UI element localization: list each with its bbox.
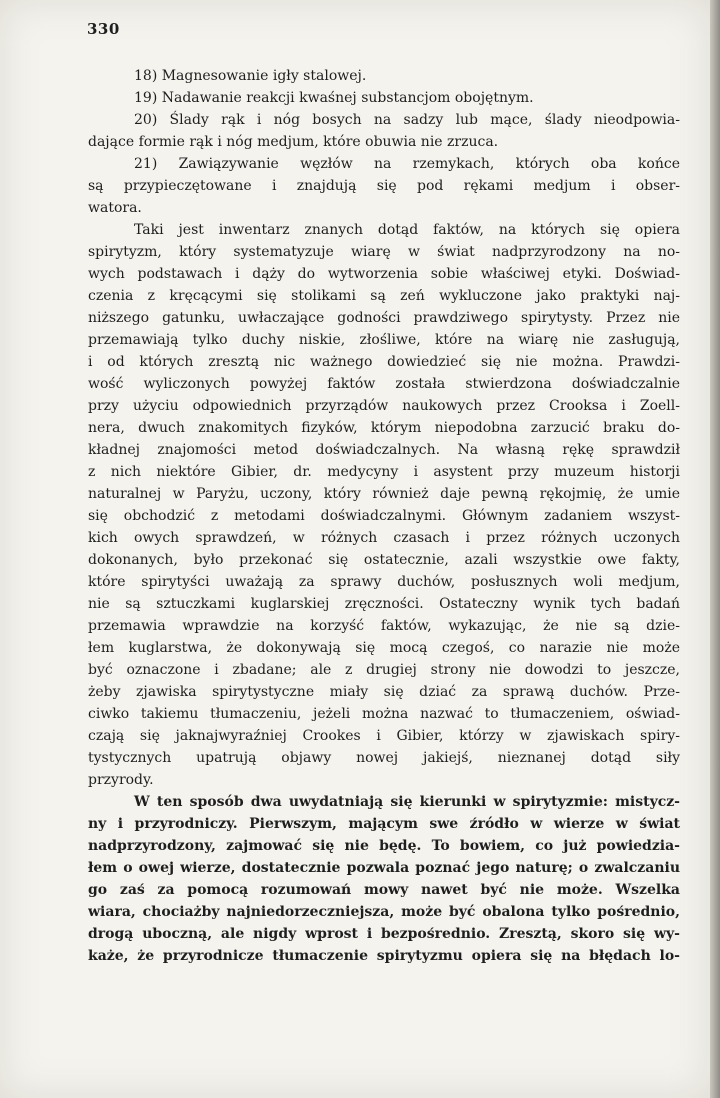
text-line: łem o owej wierze, dostatecznie pozwala poznać jego naturę; o zwalczaniu — [88, 860, 680, 876]
text-line: watora. — [88, 200, 142, 216]
body-text — [88, 65, 680, 967]
text-line: spirytyzm, który systematyzuje wiarę w świat nadprzyrodzony na no- — [88, 244, 680, 260]
text-line: każe, że przyrodnicze tłumaczenie spirytyzmu opiera się na błędach lo- — [88, 948, 680, 964]
text-line: ny i przyrodniczy. Pierwszym, mającym swe źródło w wierze w świat — [88, 816, 680, 832]
text-line: które spirytyści uważają za sprawy duchów, posłusznych woli medjum, — [88, 574, 680, 590]
text-line: W ten sposób dwa uwydatniają się kierunki w spirytyzmie: mistycz- — [134, 794, 680, 810]
text-line: dające formie rąk i nóg medjum, które obuwia nie zrzuca. — [88, 134, 499, 150]
text-line: czenia z kręcącymi się stolikami są zeń wykluczone jako praktyki naj- — [88, 288, 680, 304]
text-line: naturalnej w Paryżu, uczony, który również daje pewną rękojmię, że umie — [88, 486, 680, 502]
text-line: przy użyciu odpowiednich przyrządów naukowych przez Crooksa i Zoell- — [88, 398, 680, 414]
text-line: łem kuglarstwa, że dokonywają się mocą czegoś, co narazie nie może — [88, 640, 680, 656]
text-line: Taki jest inwentarz znanych dotąd faktów, na których się opiera — [134, 222, 680, 238]
text-line: wość wyliczonych powyżej faktów została stwierdzona doświadczalnie — [88, 376, 680, 392]
text-line: nadprzyrodzony, zajmować się nie będę. To bowiem, co już powiedzia- — [88, 838, 680, 854]
text-line: ciwko takiemu tłumaczeniu, jeżeli można nazwać to tłumaczeniem, oświad- — [88, 706, 680, 722]
text-line: drogą uboczną, ale nigdy wprost i bezpośrednio. Zresztą, skoro się wy- — [88, 926, 680, 942]
text-line: kich owych sprawdzeń, w różnych czasach i przez różnych uczonych — [88, 530, 680, 546]
text-line: 19) Nadawanie reakcji kwaśnej substancjom obojętnym. — [134, 90, 534, 106]
text-line: kładnej znajomości metod doświadczalnych. Na własną rękę sprawdził — [88, 442, 680, 458]
text-line: 20) Ślady rąk i nóg bosych na sadzy lub mące, ślady nieodpowia- — [134, 112, 680, 128]
text-line: przyrody. — [88, 772, 154, 788]
text-line: i od których zresztą nic ważnego dowiedzieć się nie można. Prawdzi- — [88, 354, 680, 370]
page-number: 330 — [87, 20, 120, 38]
text-line: 18) Magnesowanie igły stalowej. — [134, 68, 367, 84]
text-line: nie są sztuczkami kuglarskiej zręczności. Ostateczny wynik tych badań — [88, 596, 680, 612]
page-edge-shadow — [710, 0, 720, 1098]
text-line: się obchodzić z metodami doświadczalnymi. Głównym zadaniem wszyst- — [88, 508, 680, 524]
text-line: przemawia wprawdzie na korzyść faktów, wykazując, że nie są dzie- — [88, 618, 680, 634]
text-line: tystycznych upatrują objawy nowej jakiejś, nieznanej dotąd siły — [88, 750, 680, 766]
text-line: nera, dwuch znakomitych fizyków, którym niepodobna zarzucić braku do- — [88, 420, 680, 436]
text-line: dokonanych, było przekonać się ostatecznie, azali wszystkie owe fakty, — [88, 552, 680, 568]
text-line: 21) Zawiązywanie węzłów na rzemykach, których oba końce — [134, 156, 680, 172]
text-line: być oznaczone i zbadane; ale z drugiej strony nie dowodzi to jeszcze, — [88, 662, 680, 678]
text-line: są przypieczętowane i znajdują się pod rękami medjum i obser- — [88, 178, 680, 194]
text-line: wiara, chociażby najniedorzeczniejsza, może być obalona tylko pośrednio, — [88, 904, 680, 920]
text-line: przemawiają tylko duchy niskie, złośliwe, które na wiarę nie zasługują, — [88, 332, 680, 348]
text-line: wych podstawach i dąży do wytworzenia sobie właściwej etyki. Doświad- — [88, 266, 680, 282]
text-line: niższego gatunku, uwłaczające godności prawdziwego spirytysty. Przez nie — [88, 310, 680, 326]
text-line: żeby zjawiska spirytystyczne miały się dziać za sprawą duchów. Prze- — [88, 684, 680, 700]
text-line: czają się jaknajwyraźniej Crookes i Gibier, którzy w zjawiskach spiry- — [88, 728, 680, 744]
text-line: z nich niektóre Gibier, dr. medycyny i asystent przy muzeum historji — [88, 464, 680, 480]
text-line: go zaś za pomocą rozumowań mowy nawet być nie może. Wszelka — [88, 882, 680, 898]
